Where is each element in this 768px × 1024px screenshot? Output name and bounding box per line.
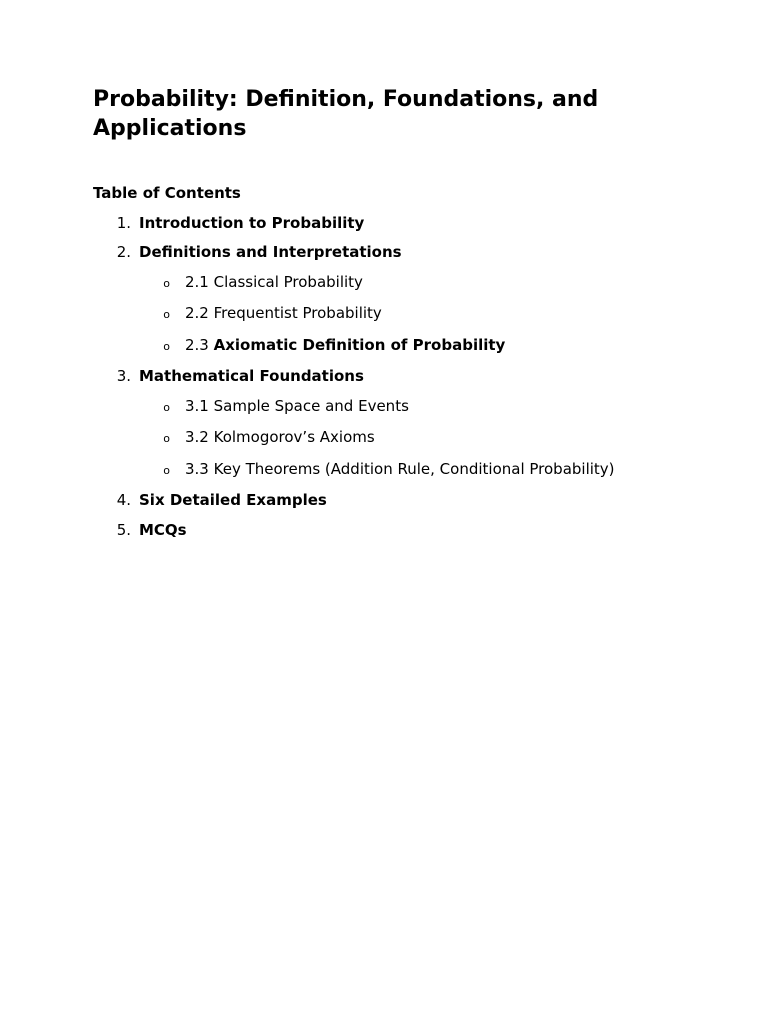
toc-subitem-label: 2.2 Frequentist Probability	[185, 304, 382, 322]
toc-item	[93, 520, 768, 540]
toc-item-number: 5.	[116, 520, 131, 539]
bullet-icon: o	[163, 308, 170, 321]
toc-item	[93, 490, 768, 510]
toc-item-label: Introduction to Probability	[139, 213, 365, 232]
bullet-icon: o	[163, 339, 170, 353]
toc-subitem-label: 2.1 Classical Probability	[185, 272, 363, 291]
toc-item-label: Definitions and Interpretations	[139, 243, 402, 261]
toc-item	[93, 366, 768, 481]
page-title: Probability: Definition, Foundations, and Applications	[93, 87, 599, 141]
toc-item-label: MCQs	[139, 520, 187, 539]
toc-sublist	[93, 396, 768, 481]
toc-subitem	[93, 396, 768, 418]
toc-item-number: 3.	[116, 367, 131, 385]
toc-subitem	[93, 427, 768, 449]
toc-item-number: 2.	[116, 243, 131, 261]
bullet-icon: o	[163, 276, 170, 290]
bullet-icon: o	[163, 463, 170, 477]
toc-item-label: Six Detailed Examples	[139, 491, 327, 509]
toc-subitem-label: 3.3 Key Theorems (Addition Rule, Conditional Probability)	[185, 459, 615, 478]
toc-list	[93, 213, 768, 540]
toc-subitem-label: 3.2 Kolmogorov’s Axioms	[185, 428, 375, 446]
toc-subitem	[93, 272, 768, 294]
toc-sublist	[93, 272, 768, 357]
toc-subitem-label: 2.3 Axiomatic Definition of Probability	[185, 335, 506, 354]
toc-item-number: 4.	[116, 491, 131, 509]
bullet-icon: o	[163, 400, 170, 414]
toc-item	[93, 213, 768, 233]
toc-item-label: Mathematical Foundations	[139, 367, 364, 385]
toc-subitem	[93, 335, 768, 357]
bullet-icon: o	[163, 432, 170, 445]
toc-heading: Table of Contents	[93, 184, 241, 202]
toc-item	[93, 242, 768, 357]
toc-subitem	[93, 303, 768, 325]
toc-item-number: 1.	[116, 213, 131, 232]
toc-subitem-label: 3.1 Sample Space and Events	[185, 396, 409, 415]
toc-subitem	[93, 459, 768, 481]
